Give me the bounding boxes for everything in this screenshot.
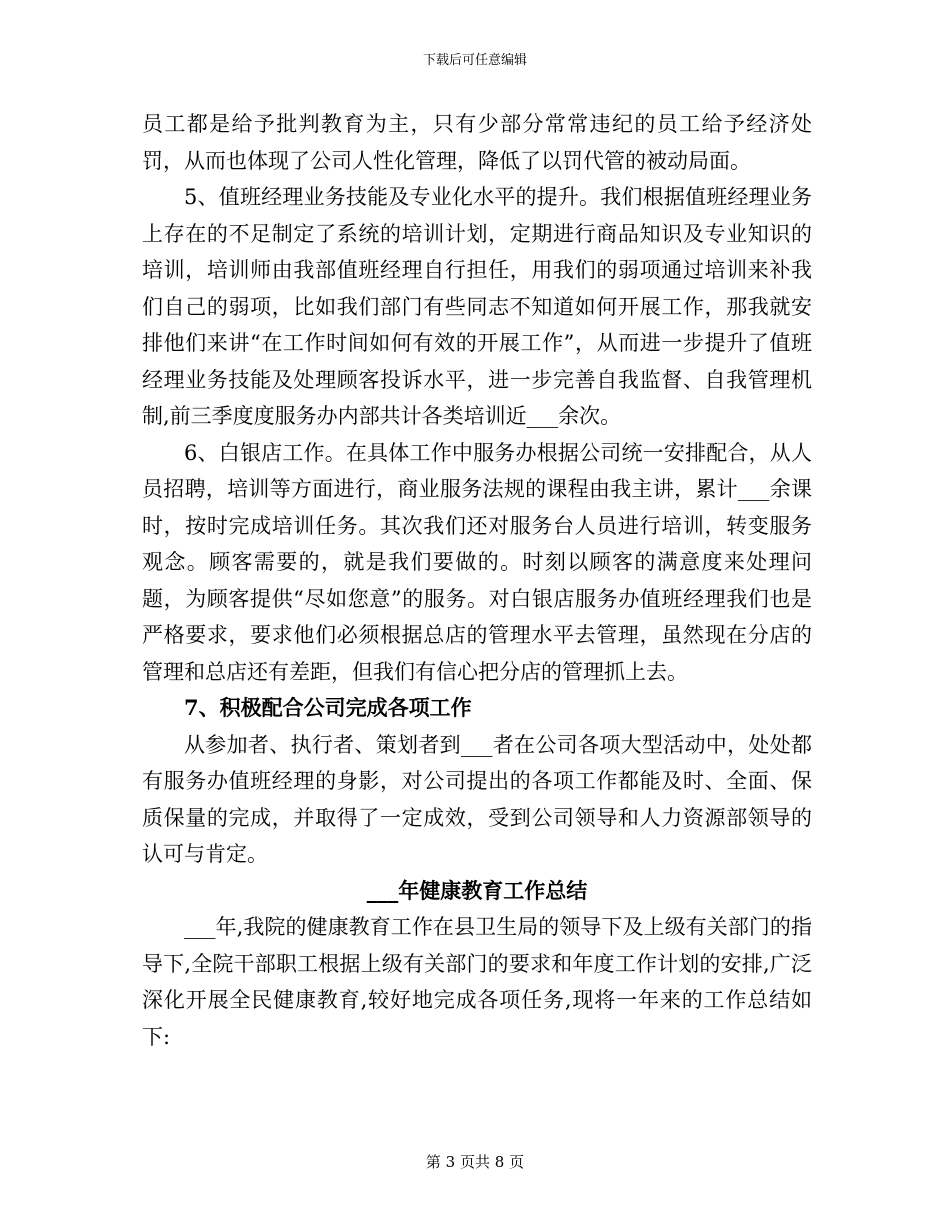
paragraph-continuation: 员工都是给予批判教育为主，只有少部分常常违纪的员工给予经济处罚，从而也体现了公司人性化管理，降低了以罚代管的被动局面。 [142,112,812,173]
paragraph-item-7: 从参加者、执行者、策划者到___者在公司各项大型活动中，处处都有服务办值班经理的身影，对公司提出的各项工作都能及时、全面、保质保量的完成，并取得了一定成效，受到公司领导和人力资源部领导的认可与肯定。 [142,732,812,866]
page-footer [0,1153,950,1171]
heading-item-7: 7、积极配合公司完成各项工作 [184,695,472,720]
page-header [0,53,950,69]
page-number: 第 3 页共 8 页 [425,1153,525,1171]
document-body [142,106,812,1055]
paragraph-item-5: 5、值班经理业务技能及专业化水平的提升。我们根据值班经理业务上存在的不足制定了系统的培训计划，定期进行商品知识及专业知识的培训，培训师由我部值班经理自行担任，用我们的弱项通过培训来补我们自己的弱项，比如我们部门有些同志不知道如何开展工作，那我就安排他们来讲“在工作时间如何有效的开展工作”，从而进一步提升了值班经理业务技能及处理顾客投诉水平，进一步完善自我监督、自我管理机制,前三季度度服务办内部共计各类培训近___余次。 [142,185,812,428]
header-text: 下载后可任意编辑 [422,53,527,68]
section-title: ___年健康教育工作总结 [366,877,588,903]
paragraph-item-6: 6、白银店工作。在具体工作中服务办根据公司统一安排配合，从人员招聘，培训等方面进行，商业服务法规的课程由我主讲，累计___余课时，按时完成培训任务。其次我们还对服务台人员进行培训，转变服务观念。顾客需要的，就是我们要做的。时刻以顾客的满意度来处理问题，为顾客提供“尽如您意”的服务。对白银店服务办值班经理我们也是严格要求，要求他们必须根据总店的管理水平去管理，虽然现在分店的管理和总店还有差距，但我们有信心把分店的管理抓上去。 [142,440,812,684]
paragraph-summary-intro: ___年,我院的健康教育工作在县卫生局的领导下及上级有关部门的指导下,全院干部职工根据上级有关部门的要求和年度工作计划的安排,广泛深化开展全民健康教育,较好地完成各项任务,现将一年来的工作总结如下: [142,915,812,1049]
